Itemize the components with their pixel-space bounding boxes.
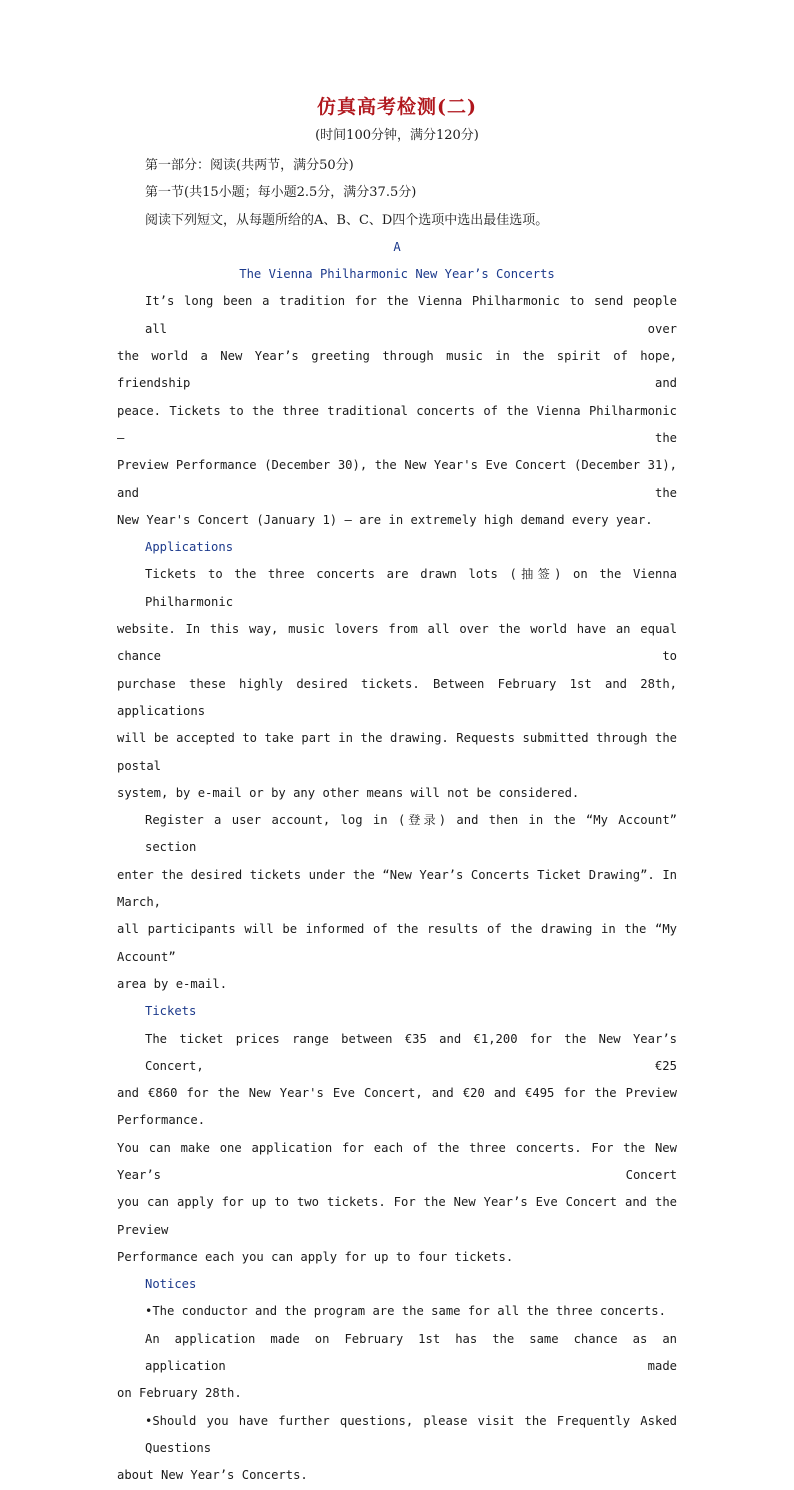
paragraph-line: system, by e-mail or by any other means will not be considered. xyxy=(117,785,580,800)
paragraph-register xyxy=(117,807,677,998)
paragraph-line: you can apply for up to two tickets. For the New Year’s Eve Concert and the Preview xyxy=(117,1195,677,1237)
paragraph-line: enter the desired tickets under the “New Year’s Concerts Ticket Drawing”. In March, xyxy=(117,867,677,910)
paragraph-line: Preview Performance (December 30), the New Year's Eve Concert (December 31), and the xyxy=(117,458,677,500)
exam-subtitle: (时间100分钟，满分120分) xyxy=(315,128,479,143)
section-heading: 第一节(共15小题；每小题2.5分，满分37.5分) xyxy=(145,185,417,201)
notice-faq xyxy=(117,1408,677,1490)
paragraph-intro xyxy=(117,288,677,534)
paragraph-line: •Should you have further questions, please visit the Frequently Asked Questions xyxy=(145,1413,677,1455)
paragraph-line: An application made on February 1st has the same chance as an application made xyxy=(145,1331,677,1374)
paragraph-line: area by e-mail. xyxy=(117,976,228,991)
paragraph-line: website. In this way, music lovers from all over the world have an equal chance to xyxy=(117,622,677,664)
notice-application-date xyxy=(117,1326,677,1408)
paragraph-line: peace. Tickets to the three traditional concerts of the Vienna Philharmonic — the xyxy=(117,403,677,445)
heading-applications: Applications xyxy=(145,540,234,555)
paragraph-applications xyxy=(117,561,677,807)
paragraph-line: New Year's Concert (January 1) — are in extremely high demand every year. xyxy=(117,512,653,527)
heading-tickets: Tickets xyxy=(145,1004,197,1019)
paragraph-line: about New Year’s Concerts. xyxy=(117,1468,308,1483)
paragraph-line: and €860 for the New Year's Eve Concert, and €20 and €495 for the Preview Performance. xyxy=(117,1086,677,1128)
instruction-text: 阅读下列短文，从每题所给的A、B、C、D四个选项中选出最佳选项。 xyxy=(145,212,549,228)
paragraph-line: It’s long been a tradition for the Vienna Philharmonic to send people all over xyxy=(145,294,677,336)
paragraph-line: The ticket prices range between €35 and €1,200 for the New Year’s Concert, €25 xyxy=(145,1031,677,1073)
document-page xyxy=(117,92,677,1490)
paragraph-line: will be accepted to take part in the drawing. Requests submitted through the postal xyxy=(117,731,677,773)
paragraph-line: on February 28th. xyxy=(117,1386,242,1401)
paragraph-line: Register a user account, log in (登录) and then in the “My Account” section xyxy=(145,813,677,855)
exam-title: 仿真高考检测(二) xyxy=(317,96,477,118)
paragraph-tickets xyxy=(117,1026,677,1272)
paragraph-line: all participants will be informed of the results of the drawing in the “My Account” xyxy=(117,922,677,964)
paragraph-line: Performance each you can apply for up to four tickets. xyxy=(117,1249,514,1264)
passage-title: The Vienna Philharmonic New Year’s Concerts xyxy=(239,267,555,282)
paragraph-line: purchase these highly desired tickets. Between February 1st and 28th, applications xyxy=(117,676,677,718)
paragraph-line: Tickets to the three concerts are drawn lots (抽签) on the Vienna Philharmonic xyxy=(145,567,677,609)
paragraph-line: You can make one application for each of the three concerts. For the New Year’s Concert xyxy=(117,1140,677,1182)
paragraph-line: •The conductor and the program are the same for all the three concerts. xyxy=(145,1304,666,1319)
passage-letter: A xyxy=(393,239,401,254)
heading-notices: Notices xyxy=(145,1277,197,1292)
notice-conductor xyxy=(117,1298,677,1325)
paragraph-line: the world a New Year’s greeting through music in the spirit of hope, friendship and xyxy=(117,349,677,391)
part-heading: 第一部分：阅读(共两节，满分50分) xyxy=(145,158,354,173)
